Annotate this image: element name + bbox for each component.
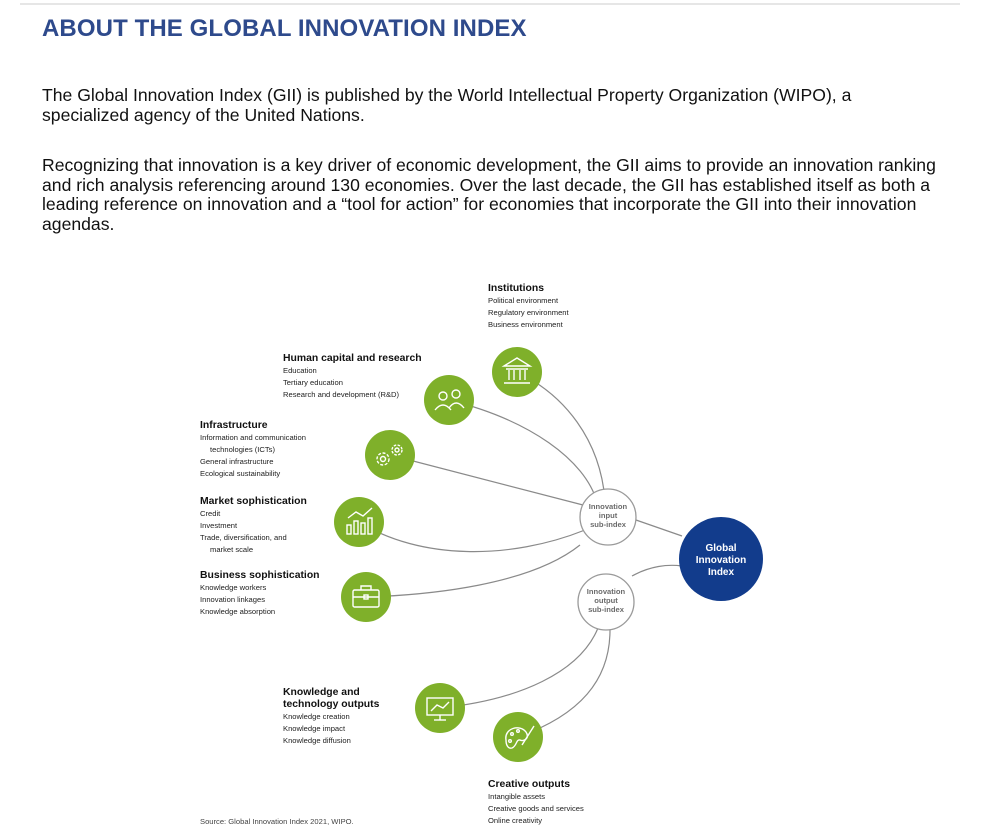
connector-infrastructure	[390, 455, 583, 505]
presentation-chart-icon	[415, 683, 465, 733]
input-hub	[580, 489, 636, 545]
knowledge-block	[283, 687, 379, 747]
market-item: Investment	[200, 521, 238, 530]
connector-knowledge	[440, 628, 598, 708]
knowledge-title-line-1: Knowledge and	[283, 687, 360, 698]
connector-output-center	[632, 565, 682, 576]
infrastructure-item: General infrastructure	[200, 457, 274, 466]
creative-block	[488, 779, 584, 827]
people-icon	[424, 375, 474, 425]
output-hub-label-3: sub-index	[588, 605, 624, 614]
human-capital-title: Human capital and research	[283, 353, 422, 364]
human-capital-block	[283, 353, 422, 401]
business-item: Innovation linkages	[200, 595, 266, 604]
connector-market	[359, 522, 585, 552]
gii-center-label-1: Global	[705, 543, 737, 554]
intro-paragraph: The Global Innovation Index (GII) is published by the World Intellectual Property Organization (WIPO), a specialized agency of the United Nations.	[42, 85, 852, 125]
knowledge-item: Knowledge impact	[283, 724, 346, 733]
output-hub	[578, 574, 634, 630]
infrastructure-block	[200, 420, 306, 480]
market-block	[200, 496, 307, 556]
business-title: Business sophistication	[200, 570, 320, 581]
knowledge-item: Knowledge diffusion	[283, 736, 351, 745]
source-caption: Source: Global Innovation Index 2021, WIPO.	[200, 817, 354, 826]
output-hub-label-1: Innovation	[586, 587, 626, 596]
briefcase-icon	[341, 572, 391, 622]
creative-title: Creative outputs	[488, 779, 570, 790]
infrastructure-item: technologies (ICTs)	[210, 445, 275, 454]
institutions-title: Institutions	[488, 283, 544, 294]
connector-lines	[359, 372, 682, 737]
growth-chart-icon	[334, 497, 384, 547]
market-item: market scale	[210, 545, 254, 554]
institutions-icon	[492, 347, 542, 397]
gii-center-label-2: Innovation	[695, 555, 747, 566]
mission-paragraph: Recognizing that innovation is a key driver of economic development, the GII aims to provide an innovation ranking and rich analysis referencing around 130 economies. Over the last decade, the GII has established itself as both a leading reference on innovation and a “tool for action” for economies that incorporate the GII into their innovation agendas.	[42, 155, 936, 234]
knowledge-item: Knowledge creation	[283, 712, 350, 721]
business-block	[200, 570, 320, 618]
market-title: Market sophistication	[200, 496, 307, 507]
market-item: Credit	[200, 509, 221, 518]
human-capital-item: Tertiary education	[283, 378, 343, 387]
institutions-block	[488, 283, 569, 331]
gears-icon	[365, 430, 415, 480]
page-title: ABOUT THE GLOBAL INNOVATION INDEX	[42, 15, 527, 42]
institutions-item: Business environment	[488, 320, 563, 329]
palette-icon	[493, 712, 543, 762]
creative-item: Intangible assets	[488, 792, 545, 801]
business-item: Knowledge workers	[200, 583, 267, 592]
business-item: Knowledge absorption	[200, 607, 276, 616]
input-hub-label-1: Innovation	[588, 502, 628, 511]
output-hub-label-2: output	[594, 596, 618, 605]
creative-item: Online creativity	[488, 816, 543, 825]
human-capital-item: Education	[283, 366, 317, 375]
connector-business	[366, 545, 580, 597]
institutions-item: Political environment	[488, 296, 559, 305]
infrastructure-title: Infrastructure	[200, 420, 268, 431]
infrastructure-item: Information and communication	[200, 433, 306, 442]
input-hub-label-2: input	[598, 511, 618, 520]
connector-input-center	[636, 520, 682, 536]
infrastructure-item: Ecological sustainability	[200, 469, 281, 478]
knowledge-title-line-2: technology outputs	[283, 699, 380, 710]
gii-center-label-3: Index	[707, 567, 735, 578]
connector-human-capital	[449, 400, 597, 502]
input-hub-label-3: sub-index	[590, 520, 626, 529]
gii-center	[679, 517, 763, 601]
human-capital-item: Research and development (R&D)	[283, 390, 400, 399]
creative-item: Creative goods and services	[488, 804, 584, 813]
institutions-item: Regulatory environment	[488, 308, 569, 317]
market-item: Trade, diversification, and	[200, 533, 287, 542]
